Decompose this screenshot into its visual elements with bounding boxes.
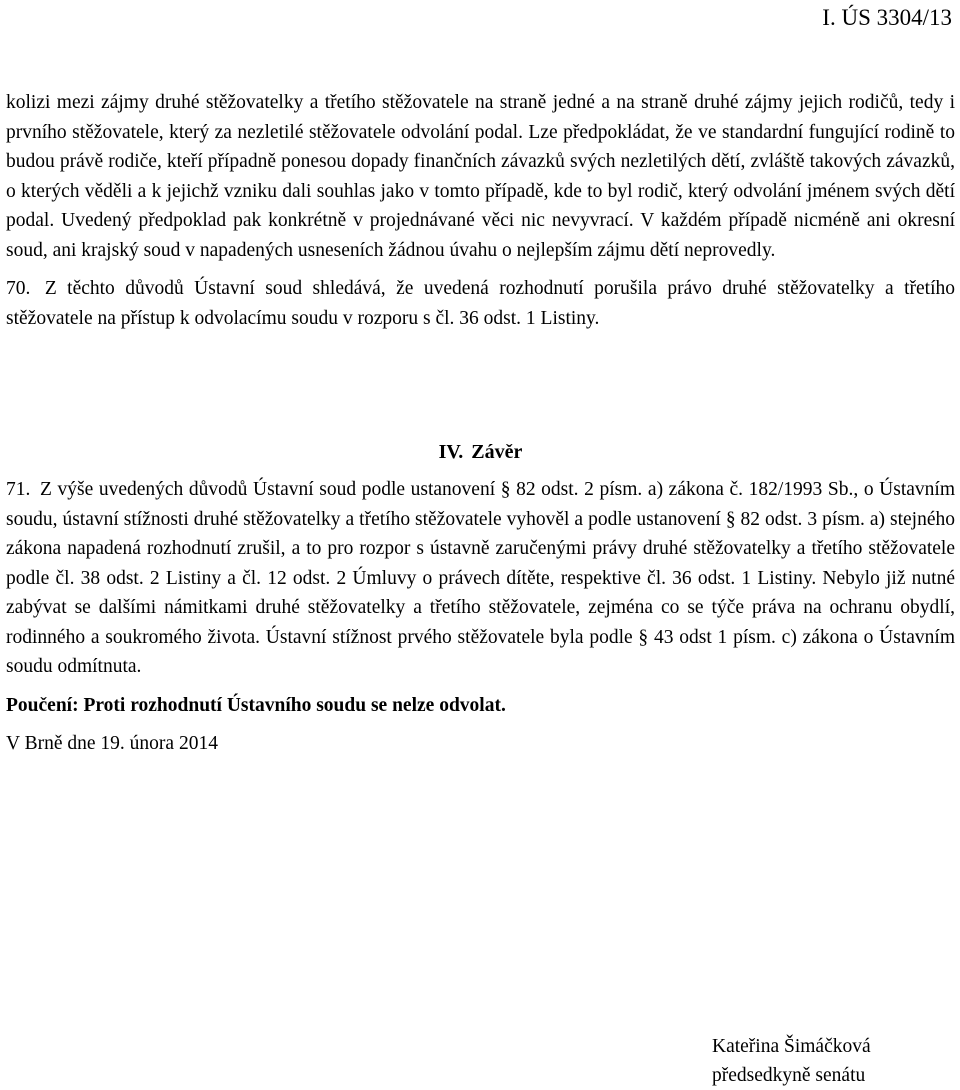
section-heading bbox=[6, 437, 955, 467]
signatory-name: Kateřina Šimáčková bbox=[712, 1036, 871, 1057]
date-place-line: V Brně dne 19. února 2014 bbox=[6, 733, 218, 754]
paragraph-70 bbox=[6, 274, 955, 333]
appeal-instruction: Poučení: Proti rozhodnutí Ústavního soudu se nelze odvolat. bbox=[6, 694, 506, 716]
document-body bbox=[6, 88, 955, 759]
paragraph-text: Z těchto důvodů Ústavní soud shledává, že uvedená rozhodnutí porušila právo druhé stěžovatelky a třetího stěžovatele na přístup k odvolacímu soudu v rozporu s čl. 36 odst. 1 Listiny. bbox=[6, 278, 955, 329]
paragraph-71 bbox=[6, 475, 955, 682]
paragraph-number: 71. bbox=[6, 479, 31, 500]
paragraph-text: Z výše uvedených důvodů Ústavní soud podle ustanovení § 82 odst. 2 písm. a) zákona č. 182/1993 Sb., o Ústavním soudu, ústavní stížnosti druhé stěžovatelky a třetího stěžovatele vyhověl a podle ustanovení § 82 odst. 3 písm. a) stejného zákona napadená rozhodnutí zrušil, a to pro rozpor s ústavně zaručenými právy druhé stěžovatelky a třetího stěžovatele podle čl. 38 odst. 2 Listiny a čl. 12 odst. 2 Úmluvy o právech dítěte, respektive čl. 36 odst. 1 Listiny. Nebylo již nutné zabývat se dalšími námitkami druhé stěžovatelky a třetího stěžovatele, zejména co se týče práva na ochranu obydlí, rodinného a soukromého života. Ústavní stížnost prvého stěžovatele byla podle § 43 odst 1 písm. c) zákona o Ústavním soudu odmítnuta. bbox=[6, 479, 956, 677]
paragraph-number: 70. bbox=[6, 278, 31, 299]
paragraph-continuation: kolizi mezi zájmy druhé stěžovatelky a třetího stěžovatele na straně jedné a na straně druhé zájmy jejich rodičů, tedy i prvního stěžovatele, který za nezletilé stěžovatele odvolání podal. Lze předpokládat, že ve standardní fungující rodině to budou právě rodiče, kteří případně ponesou dopady finančních závazků svých nezletilých dětí, zvláště takových závazků, o kterých věděli a k jejichž vzniku dali souhlas jako v tomto případě, kde to byl rodič, který odvolání jménem svých dětí podal. Uvedený předpoklad pak konkrétně v projednávané věci nic nevyvrací. V každém případě nicméně ani okresní soud, ani krajský soud v napadených usneseních žádnou úvahu o nejlepším zájmu dětí neprovedly. bbox=[6, 92, 955, 261]
signature-block bbox=[712, 1032, 932, 1090]
section-number: IV. bbox=[438, 441, 464, 463]
section-title: Závěr bbox=[471, 441, 523, 463]
case-number: I. ÚS 3304/13 bbox=[822, 5, 952, 30]
signatory-role: předsedkyně senátu bbox=[712, 1065, 866, 1086]
